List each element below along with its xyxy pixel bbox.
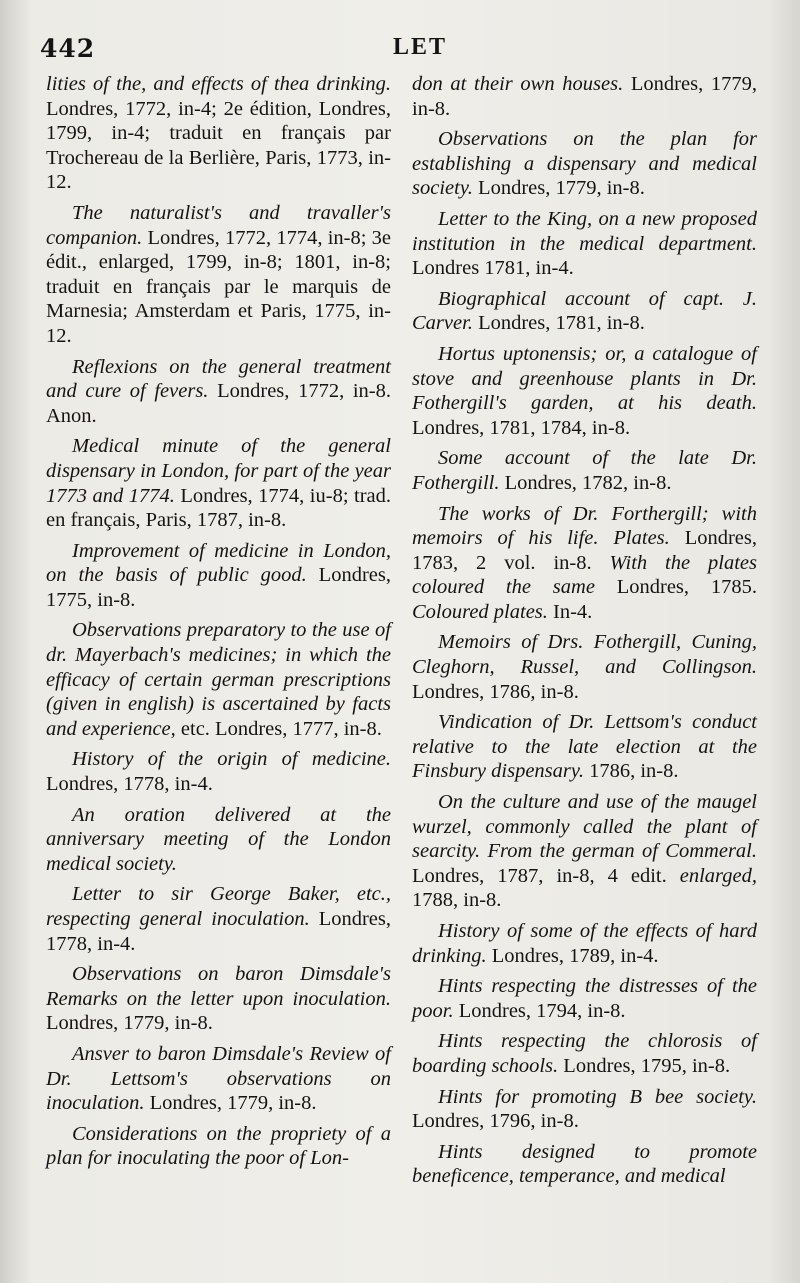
entry-title: Hints respecting the chlorosis of boarding schools. (412, 1030, 757, 1077)
entry-title: Biographical account of capt. J. Carver. (412, 287, 757, 335)
entry-publication: In-4. (547, 600, 593, 623)
entry-title: Some account of the late Dr. Fothergill. (412, 447, 757, 494)
entry-title: Hints for promoting B bee society. (438, 1085, 757, 1108)
entry-publication: Londres, 1786, in-8. (412, 680, 579, 703)
entry-title: Vindication of Dr. Lettsom's conduct relative to the late election at the Finsbury dispensary. (412, 711, 757, 783)
entry-title: History of some of the effects of hard drinking. (412, 920, 757, 967)
bibliography-entry (46, 962, 391, 1036)
bibliography-entry (46, 1042, 391, 1116)
entry-title: The naturalist's and travaller's companion. (46, 201, 391, 249)
bibliography-entry (412, 287, 757, 336)
bibliography-entry (46, 803, 391, 877)
entry-title: With the plates coloured the same (412, 551, 757, 599)
bibliography-entry (412, 342, 757, 440)
entry-title: Observations on baron Dimsdale's Remarks on the letter upon inoculation. (46, 963, 391, 1010)
entry-publication: Londres, 1772, in-4; 2e édition, Londres, 1799, in-4; traduit en français par Trochereau de la Berlière, Paris, 1773, in-12. (46, 97, 391, 194)
bibliography-entry (46, 618, 391, 741)
bibliography-entry (46, 72, 391, 195)
entry-publication: Londres, 1787, in-8, 4 edit. (412, 864, 680, 887)
entry-publication: Londres, 1779, in-8. (144, 1092, 317, 1115)
bibliography-entry (46, 201, 391, 349)
entry-title: Hints designed to promote beneficence, temperance, and medical (412, 1140, 757, 1188)
entry-publication: Londres, 1779, in-8. (46, 1012, 213, 1035)
entry-title: Medical minute of the general dispensary in London, for part of the year 1773 and 1774. (46, 435, 391, 507)
entry-title: Reflexions on the general treatment and cure of fevers. (46, 355, 391, 403)
bibliography-entry (46, 882, 391, 956)
left-column (46, 72, 391, 1177)
entry-publication: Londres, 1783, 2 vol. in-8. (412, 527, 757, 574)
entry-publication: Londres, 1779, in-8. (472, 177, 645, 200)
entry-title: Letter to sir George Baker, etc., respecting general inoculation. (46, 883, 391, 930)
entry-publication: Londres 1781, in-4. (412, 257, 574, 280)
bibliography-entry (412, 790, 757, 913)
bibliography-entry (46, 747, 391, 796)
entry-title: don at their own houses. (412, 73, 624, 95)
entry-title: Ansver to baron Dimsdale's Review of Dr. Lettsom's observations on inoculation. (46, 1042, 391, 1115)
entry-title: Improvement of medicine in London, on the basis of public good. (46, 539, 391, 587)
page-header (40, 34, 760, 68)
entry-publication: Londres, 1772, 1774, in-8; 3e édit., enlarged, 1799, in-8; 1801, in-8; traduit en français par le marquis de Marnesia; Amsterdam et Paris, 1775, in-12. (46, 226, 391, 347)
entry-publication: Londres, 1796, in-8. (412, 1110, 579, 1133)
bibliography-entry (46, 355, 391, 429)
entry-title: Hints respecting the distresses of the poor. (412, 975, 757, 1022)
entry-publication: Londres, 1794, in-8. (453, 999, 626, 1022)
entry-title: Memoirs of Drs. Fothergill, Cuning, Cleghorn, Russel, and Collingson. (412, 631, 757, 679)
bibliography-entry (412, 72, 757, 121)
bibliography-entry (412, 1140, 757, 1189)
bibliography-entry (46, 1122, 391, 1171)
bibliography-entry (412, 974, 757, 1023)
entry-title: enlarged, (679, 864, 757, 887)
entry-title: The works of Dr. Forthergill; with memoirs of his life. Plates. (412, 502, 757, 550)
bibliography-entry (412, 630, 757, 704)
entry-title: lities of the, and effects of thea drinking. (46, 73, 391, 95)
entry-publication: Londres, 1774, iu-8; trad. en français, Paris, 1787, in-8. (46, 484, 392, 532)
entry-publication: Londres, 1778, in-4. (46, 908, 391, 955)
entry-title: Observations preparatory to the use of dr. Mayerbach's medicines; in which the efficacy of certain german prescriptions (given in english) is ascertained by facts and experience, (46, 619, 391, 740)
entry-title: Considerations on the propriety of a plan for inoculating the poor of Lon- (46, 1122, 391, 1170)
bibliography-entry (412, 446, 757, 495)
entry-publication: Londres, 1779, in-8. (412, 73, 757, 120)
entry-publication: Londres, 1795, in-8. (558, 1054, 731, 1077)
bibliography-entry (412, 919, 757, 968)
entry-publication: Londres, 1772, in-8. Anon. (46, 380, 392, 427)
entry-title: An oration delivered at the anniversary meeting of the London medical society. (46, 803, 391, 875)
bibliography-entry (412, 502, 757, 625)
bibliography-entry (46, 434, 391, 532)
entry-title: Observations on the plan for establishing a dispensary and medical society. (412, 128, 757, 200)
entry-title: History of the origin of medicine. (72, 748, 391, 771)
bibliography-entry (46, 539, 391, 613)
right-column (412, 72, 757, 1195)
bibliography-entry (412, 1029, 757, 1078)
entry-publication: Londres, 1785. (594, 576, 757, 599)
bibliography-entry (412, 710, 757, 784)
bibliography-entry (412, 127, 757, 201)
entry-publication: etc. Londres, 1777, in-8. (175, 717, 382, 740)
entry-publication: Londres, 1782, in-8. (499, 471, 672, 494)
page-number: 442 (40, 34, 96, 63)
entry-publication: 1788, in-8. (412, 889, 502, 912)
entry-title: Hortus uptonensis; or, a catalogue of stove and greenhouse plants in Dr. Fothergill's garden, at his death. (412, 342, 757, 415)
entry-publication: Londres, 1781, in-8. (472, 312, 645, 335)
entry-publication: Londres, 1775, in-8. (46, 564, 391, 611)
entry-title: On the culture and use of the maugel wurzel, commonly called the plant of searcity. From the german of Commeral. (412, 791, 757, 863)
running-head: LET (392, 34, 448, 60)
entry-title: Coloured plates. (412, 600, 548, 623)
entry-publication: 1786, in-8. (583, 760, 679, 783)
entry-publication: Londres, 1789, in-4. (486, 944, 659, 967)
entry-publication: Londres, 1778, in-4. (46, 773, 213, 796)
entry-title: Letter to the King, on a new proposed institution in the medical department. (412, 207, 757, 255)
bibliography-entry (412, 1085, 757, 1134)
bibliography-entry (412, 207, 757, 281)
entry-publication: Londres, 1781, 1784, in-8. (412, 416, 631, 439)
